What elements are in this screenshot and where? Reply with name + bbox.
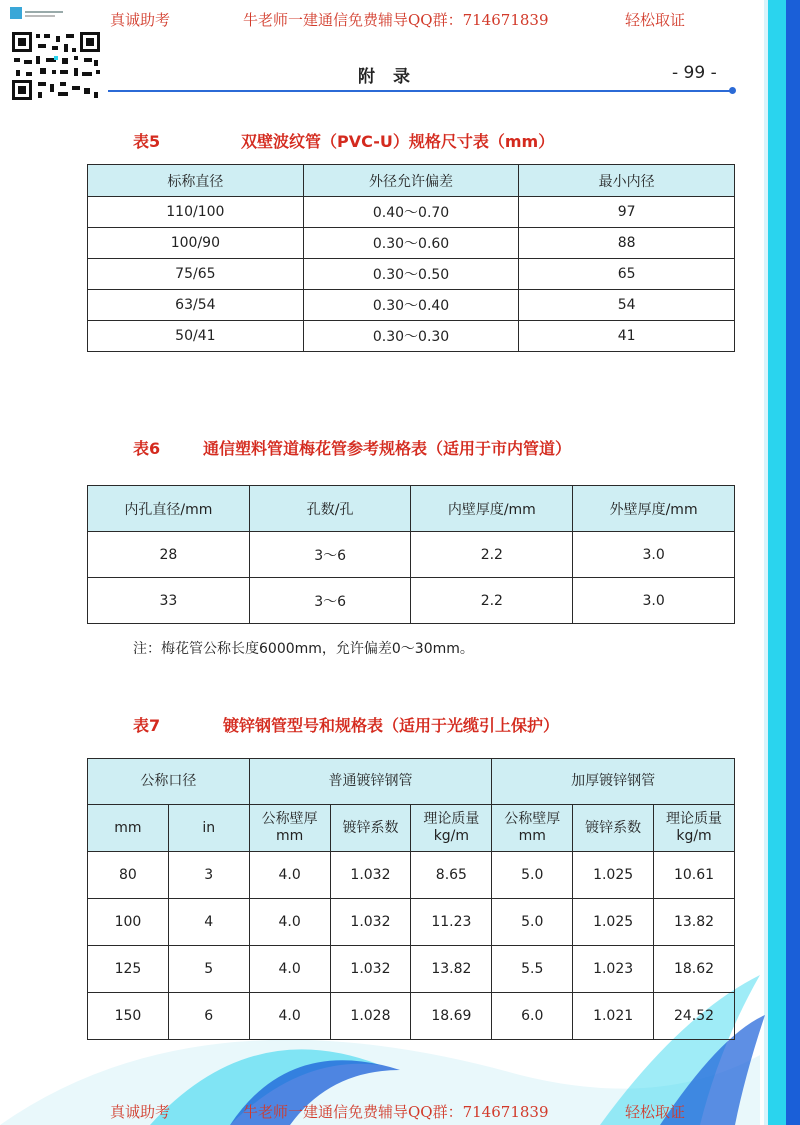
table6-cell: 33 xyxy=(88,578,250,624)
table5 xyxy=(87,164,735,352)
table7-cell: 4.0 xyxy=(249,899,330,946)
table7-cell: 5 xyxy=(168,946,249,993)
wall-thickness-unit: mm xyxy=(275,828,304,844)
table6-cell: 3.0 xyxy=(573,578,735,624)
table5-cell: 54 xyxy=(519,290,735,321)
table-row xyxy=(88,321,735,352)
table7-cell: 150 xyxy=(88,993,169,1040)
table7-sub-header xyxy=(249,805,330,852)
table7-cell: 4 xyxy=(168,899,249,946)
table5-cell: 41 xyxy=(519,321,735,352)
table5-header-cell: 外径允许偏差 xyxy=(303,165,519,197)
table7-cell: 1.023 xyxy=(573,946,654,993)
table7-cell: 10.61 xyxy=(654,852,735,899)
table7-group-header: 公称口径 xyxy=(88,759,250,805)
table6-header-cell: 内壁厚度/mm xyxy=(411,486,573,532)
table7-cell: 1.021 xyxy=(573,993,654,1040)
table7-cell: 80 xyxy=(88,852,169,899)
table7-sub-header: mm xyxy=(88,805,169,852)
table-row xyxy=(88,290,735,321)
table5-cell: 65 xyxy=(519,259,735,290)
table5-caption xyxy=(133,129,653,151)
table7-sub-header xyxy=(654,805,735,852)
table7-cell: 1.025 xyxy=(573,899,654,946)
table7-sub-header: in xyxy=(168,805,249,852)
watermark-bottom xyxy=(0,1098,760,1122)
table6-number: 表6 xyxy=(133,439,161,458)
section-title: 附录 xyxy=(358,67,428,87)
table7-sub-header xyxy=(492,805,573,852)
table6-header-row xyxy=(88,486,735,532)
watermark-middle-text: 牛老师一建通信免费辅导QQ群：714671839 xyxy=(243,11,549,29)
table6-cell: 28 xyxy=(88,532,250,578)
table7-caption xyxy=(133,713,653,735)
table5-cell: 0.30～0.30 xyxy=(303,321,519,352)
table7-sub-header: 镀锌系数 xyxy=(330,805,411,852)
table7-cell: 125 xyxy=(88,946,169,993)
table5-cell: 0.30～0.60 xyxy=(303,228,519,259)
table-row xyxy=(88,899,735,946)
table-row xyxy=(88,993,735,1040)
table5-cell: 63/54 xyxy=(88,290,304,321)
table5-cell: 50/41 xyxy=(88,321,304,352)
qr-code xyxy=(10,30,102,102)
watermark-right-text: 轻松取证 xyxy=(625,11,686,29)
table7 xyxy=(87,758,735,1040)
wall-thickness-label: 公称壁厚 xyxy=(504,811,561,827)
table5-title: 双壁波纹管（PVC-U）规格尺寸表（mm） xyxy=(241,132,555,151)
table7-sub-header: 镀锌系数 xyxy=(573,805,654,852)
table5-cell: 0.30～0.50 xyxy=(303,259,519,290)
table6-cell: 2.2 xyxy=(411,578,573,624)
table6-title: 通信塑料管道梅花管参考规格表（适用于市内管道） xyxy=(203,439,572,458)
table5-cell: 97 xyxy=(519,197,735,228)
table7-cell: 1.025 xyxy=(573,852,654,899)
mass-label: 理论质量 xyxy=(666,811,723,827)
table7-title: 镀锌钢管型号和规格表（适用于光缆引上保护） xyxy=(223,716,560,735)
table-row xyxy=(88,946,735,993)
table6-cell: 3～6 xyxy=(249,578,411,624)
table5-cell: 88 xyxy=(519,228,735,259)
table7-cell: 13.82 xyxy=(411,946,492,993)
table7-cell: 5.0 xyxy=(492,899,573,946)
table7-cell: 13.82 xyxy=(654,899,735,946)
table-row xyxy=(88,228,735,259)
table5-cell: 100/90 xyxy=(88,228,304,259)
table7-cell: 1.032 xyxy=(330,946,411,993)
table6-header-cell: 外壁厚度/mm xyxy=(573,486,735,532)
wall-thickness-unit: mm xyxy=(518,828,546,844)
table7-cell: 24.52 xyxy=(654,993,735,1040)
table5-cell: 0.30～0.40 xyxy=(303,290,519,321)
table7-cell: 1.032 xyxy=(330,852,411,899)
table-row xyxy=(88,259,735,290)
table5-header-cell: 标称直径 xyxy=(88,165,304,197)
table6-cell: 2.2 xyxy=(411,532,573,578)
table5-cell: 0.40～0.70 xyxy=(303,197,519,228)
table6-cell: 3.0 xyxy=(573,532,735,578)
table7-cell: 5.5 xyxy=(492,946,573,993)
mass-unit: kg/m xyxy=(676,828,712,844)
table7-cell: 18.69 xyxy=(411,993,492,1040)
table-row xyxy=(88,532,735,578)
table5-cell: 75/65 xyxy=(88,259,304,290)
watermark-top xyxy=(0,6,760,30)
table6 xyxy=(87,485,735,624)
watermark-left-text: 真诚助考 xyxy=(110,11,171,29)
table7-cell: 4.0 xyxy=(249,946,330,993)
table7-group-header: 普通镀锌钢管 xyxy=(249,759,492,805)
table5-number: 表5 xyxy=(133,132,161,151)
table7-cell: 6.0 xyxy=(492,993,573,1040)
watermark-right-text: 轻松取证 xyxy=(625,1103,686,1121)
table7-cell: 8.65 xyxy=(411,852,492,899)
header-divider xyxy=(108,90,733,92)
table6-header-cell: 孔数/孔 xyxy=(249,486,411,532)
header-divider-dot xyxy=(729,87,736,94)
table5-cell: 110/100 xyxy=(88,197,304,228)
table7-cell: 1.028 xyxy=(330,993,411,1040)
table6-note: 注：梅花管公称长度6000mm，允许偏差0～30mm。 xyxy=(133,641,474,657)
table7-cell: 1.032 xyxy=(330,899,411,946)
mass-unit: kg/m xyxy=(433,828,470,844)
table7-group-header-row xyxy=(88,759,735,805)
table7-sub-header-row xyxy=(88,805,735,852)
table6-header-cell: 内孔直径/mm xyxy=(88,486,250,532)
table6-caption xyxy=(133,436,653,458)
table7-cell: 18.62 xyxy=(654,946,735,993)
watermark-middle-text: 牛老师一建通信免费辅导QQ群：714671839 xyxy=(243,1103,549,1121)
watermark-left-text: 真诚助考 xyxy=(110,1103,171,1121)
table7-cell: 6 xyxy=(168,993,249,1040)
table5-header-cell: 最小内径 xyxy=(519,165,735,197)
table7-cell: 4.0 xyxy=(249,993,330,1040)
table6-cell: 3～6 xyxy=(249,532,411,578)
page-number: - 99 - xyxy=(672,63,717,83)
wall-thickness-label: 公称壁厚 xyxy=(261,811,318,827)
table7-sub-header xyxy=(411,805,492,852)
table7-cell: 100 xyxy=(88,899,169,946)
table7-cell: 3 xyxy=(168,852,249,899)
table7-cell: 4.0 xyxy=(249,852,330,899)
table7-cell: 5.0 xyxy=(492,852,573,899)
table-row xyxy=(88,852,735,899)
table7-number: 表7 xyxy=(133,716,161,735)
table7-group-header: 加厚镀锌钢管 xyxy=(492,759,735,805)
table7-cell: 11.23 xyxy=(411,899,492,946)
mass-label: 理论质量 xyxy=(423,811,480,827)
table-row xyxy=(88,578,735,624)
table-row xyxy=(88,197,735,228)
table5-header-row xyxy=(88,165,735,197)
